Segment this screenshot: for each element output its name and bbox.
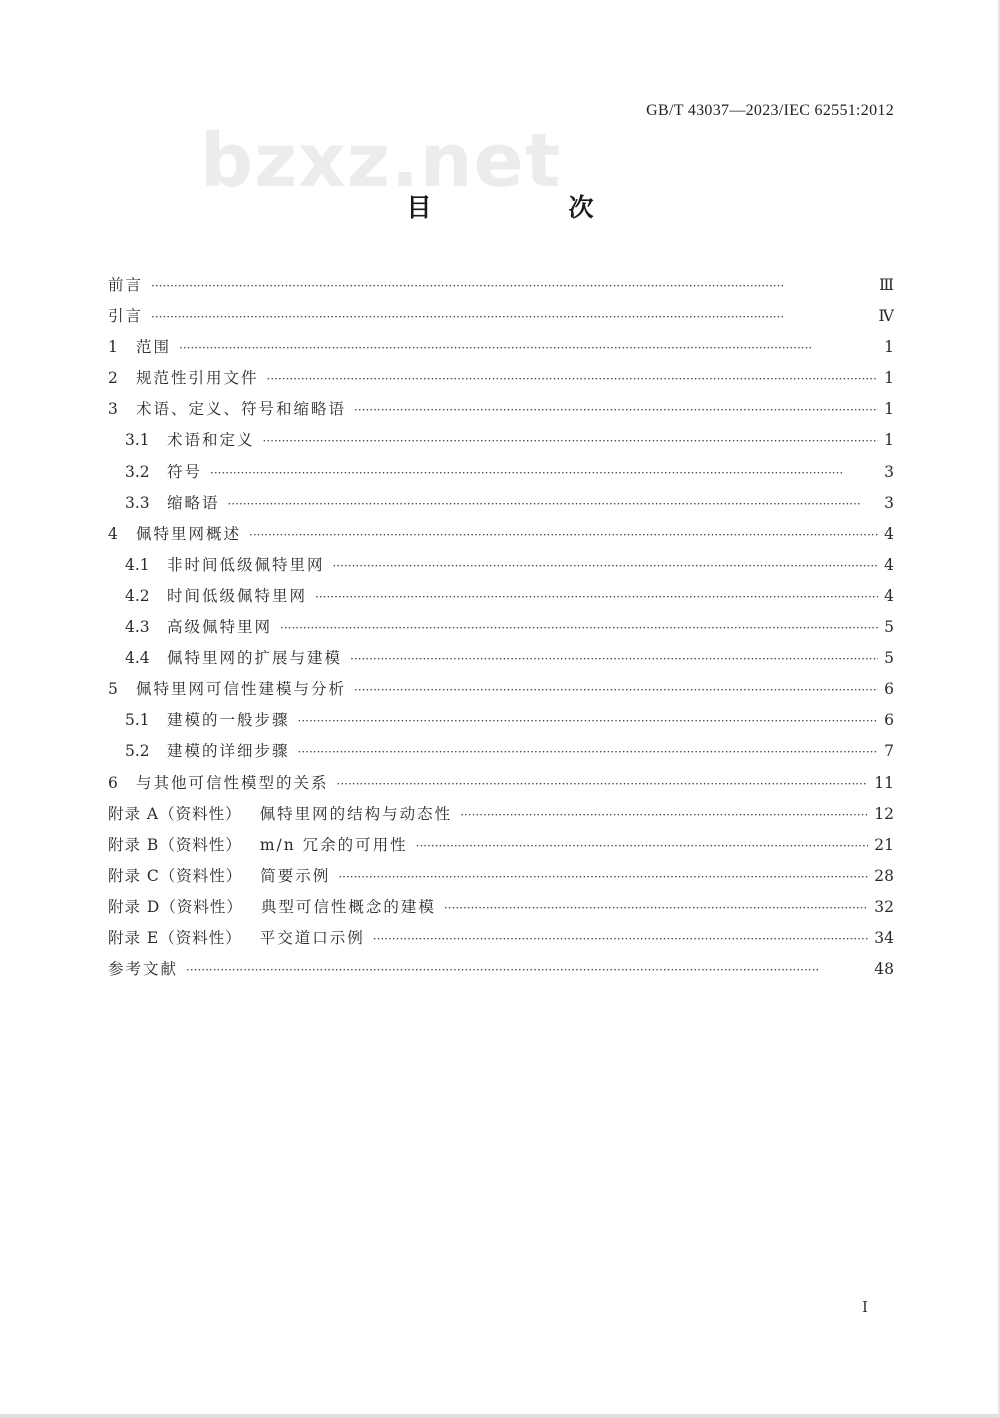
- page-title: 目 次: [406, 193, 650, 222]
- toc-entry-3-1[interactable]: [108, 425, 894, 456]
- toc-entry-text: 佩特里网的扩展与建模: [167, 649, 343, 668]
- toc-entry-text: 建模的详细步骤: [167, 742, 290, 761]
- toc-leader-dots: [444, 893, 868, 924]
- toc-leader-dots: [228, 489, 878, 520]
- toc-page-number: 7: [884, 742, 894, 761]
- watermark: bzxz.net: [200, 118, 562, 204]
- toc-entry-4-2[interactable]: [108, 581, 894, 612]
- toc-leader-dots: [151, 302, 872, 333]
- toc-page-number: 1: [884, 400, 894, 419]
- toc-page-number: 5: [884, 618, 894, 637]
- toc-page-number: 48: [874, 960, 894, 979]
- toc-annex-label: 附录 A（资料性）: [108, 804, 242, 823]
- toc-page-number: 11: [874, 773, 894, 792]
- toc-entry-introduction[interactable]: [108, 301, 894, 332]
- toc-leader-dots: [373, 924, 869, 955]
- toc-entry-4[interactable]: [108, 519, 894, 550]
- toc-leader-dots: [337, 769, 869, 800]
- toc-entry-4-1[interactable]: [108, 550, 894, 581]
- toc-entry-6[interactable]: [108, 768, 894, 799]
- toc-entry-text: 术语和定义: [167, 431, 255, 450]
- toc-entry-text: 缩略语: [167, 493, 220, 512]
- toc-leader-dots: [179, 333, 878, 364]
- toc-entry-text: 高级佩特里网: [167, 618, 273, 637]
- toc-entry-annex-b[interactable]: [108, 830, 894, 861]
- toc-page-number: 34: [874, 928, 894, 947]
- toc-leader-dots: [298, 737, 878, 768]
- toc-entry-text: 范围: [136, 338, 172, 357]
- toc-entry-number: 3.3: [125, 493, 150, 512]
- toc-entry-text: 非时间低级佩特里网: [167, 555, 325, 574]
- toc-page-number: 6: [884, 711, 894, 730]
- toc-entry-text: 术语、定义、符号和缩略语: [136, 400, 347, 419]
- toc-entry-3-3[interactable]: [108, 488, 894, 519]
- toc-page-number: 3: [884, 462, 894, 481]
- toc-entry-number: 4.2: [125, 586, 150, 605]
- toc-leader-dots: [267, 364, 878, 395]
- toc-page-number: 12: [874, 804, 894, 823]
- toc-page-number: 6: [884, 680, 894, 699]
- toc-entry-2[interactable]: [108, 363, 894, 394]
- toc-page-number: Ⅲ: [879, 276, 894, 294]
- toc-annex-label: 附录 B（资料性）: [108, 835, 242, 854]
- toc-entry-3-2[interactable]: [108, 457, 894, 488]
- toc-leader-dots: [354, 395, 878, 426]
- toc-page-number: 1: [884, 369, 894, 388]
- toc-entry-text: 建模的一般步骤: [167, 711, 290, 730]
- toc-entry-4-4[interactable]: [108, 643, 894, 674]
- toc-leader-dots: [354, 675, 878, 706]
- toc-entry-text: 简要示例: [260, 866, 331, 885]
- toc-leader-dots: [460, 800, 868, 831]
- toc-entry-text: m/n 冗余的可用性: [259, 835, 408, 854]
- toc-entry-number: 6: [108, 773, 118, 792]
- toc-entry-5[interactable]: [108, 674, 894, 705]
- toc-leader-dots: [210, 458, 878, 489]
- toc-page-number: 1: [884, 431, 894, 450]
- toc-leader-dots: [263, 426, 878, 457]
- toc-page-number: 1: [884, 338, 894, 357]
- toc-entry-number: 3.2: [125, 462, 150, 481]
- toc-entry-text: 佩特里网可信性建模与分析: [136, 680, 347, 699]
- standard-number: GB/T 43037—2023/IEC 62551:2012: [646, 102, 894, 119]
- toc-entry-annex-c[interactable]: [108, 861, 894, 892]
- toc-leader-dots: [280, 613, 878, 644]
- toc-annex-label: 附录 E（资料性）: [108, 928, 242, 947]
- toc-annex-label: 附录 D（资料性）: [108, 897, 243, 916]
- toc-page-number: 4: [884, 524, 894, 543]
- toc-entry-text: 参考文献: [108, 960, 179, 979]
- toc-page-number: 4: [884, 555, 894, 574]
- toc-page-number: 28: [874, 866, 894, 885]
- toc-entry-text: 典型可信性概念的建模: [260, 897, 436, 916]
- toc-entry-annex-d[interactable]: [108, 892, 894, 923]
- page-number: I: [862, 1298, 868, 1316]
- toc-entry-annex-a[interactable]: [108, 799, 894, 830]
- toc-leader-dots: [350, 644, 878, 675]
- toc-entry-number: 5.2: [125, 742, 150, 761]
- toc-entry-number: 4.4: [125, 649, 150, 668]
- toc-entry-5-1[interactable]: [108, 705, 894, 736]
- toc-page-number: 4: [884, 586, 894, 605]
- toc-entry-number: 3: [108, 400, 118, 419]
- toc-leader-dots: [333, 551, 878, 582]
- toc-leader-dots: [416, 831, 869, 862]
- toc-page-number: 5: [884, 649, 894, 668]
- toc-entry-number: 4.3: [125, 618, 150, 637]
- toc-page-number: 21: [874, 835, 894, 854]
- toc-entry-number: 5.1: [125, 711, 150, 730]
- toc-entry-3[interactable]: [108, 394, 894, 425]
- toc-entry-text: 引言: [108, 307, 144, 326]
- table-of-contents: [108, 270, 894, 985]
- toc-leader-dots: [338, 862, 868, 893]
- toc-leader-dots: [151, 271, 873, 302]
- toc-entry-text: 符号: [167, 462, 203, 481]
- toc-entry-number: 3.1: [125, 431, 150, 450]
- toc-entry-1[interactable]: [108, 332, 894, 363]
- toc-entry-text: 佩特里网的结构与动态性: [259, 804, 453, 823]
- toc-entry-number: 4.1: [125, 555, 150, 574]
- toc-entry-number: 2: [108, 369, 118, 388]
- toc-leader-dots: [249, 520, 878, 551]
- toc-entry-annex-e[interactable]: [108, 923, 894, 954]
- toc-leader-dots: [186, 955, 868, 986]
- toc-entry-number: 4: [108, 524, 118, 543]
- toc-page-number: 32: [874, 897, 894, 916]
- toc-annex-label: 附录 C（资料性）: [108, 866, 243, 885]
- toc-page-number: Ⅳ: [878, 307, 894, 326]
- toc-entry-preface[interactable]: [108, 270, 894, 301]
- toc-entry-text: 时间低级佩特里网: [167, 586, 308, 605]
- toc-leader-dots: [298, 706, 878, 737]
- toc-entry-text: 与其他可信性模型的关系: [136, 773, 329, 792]
- toc-entry-text: 前言: [108, 276, 144, 294]
- toc-page-number: 3: [884, 493, 894, 512]
- toc-entry-5-2[interactable]: [108, 736, 894, 767]
- toc-entry-number: 5: [108, 680, 118, 699]
- toc-leader-dots: [315, 582, 878, 613]
- toc-entry-text: 平交道口示例: [259, 928, 365, 947]
- toc-entry-number: 1: [108, 338, 118, 357]
- toc-entry-text: 规范性引用文件: [136, 369, 259, 388]
- toc-entry-4-3[interactable]: [108, 612, 894, 643]
- toc-entry-text: 佩特里网概述: [136, 524, 242, 543]
- toc-entry-bibliography[interactable]: [108, 954, 894, 985]
